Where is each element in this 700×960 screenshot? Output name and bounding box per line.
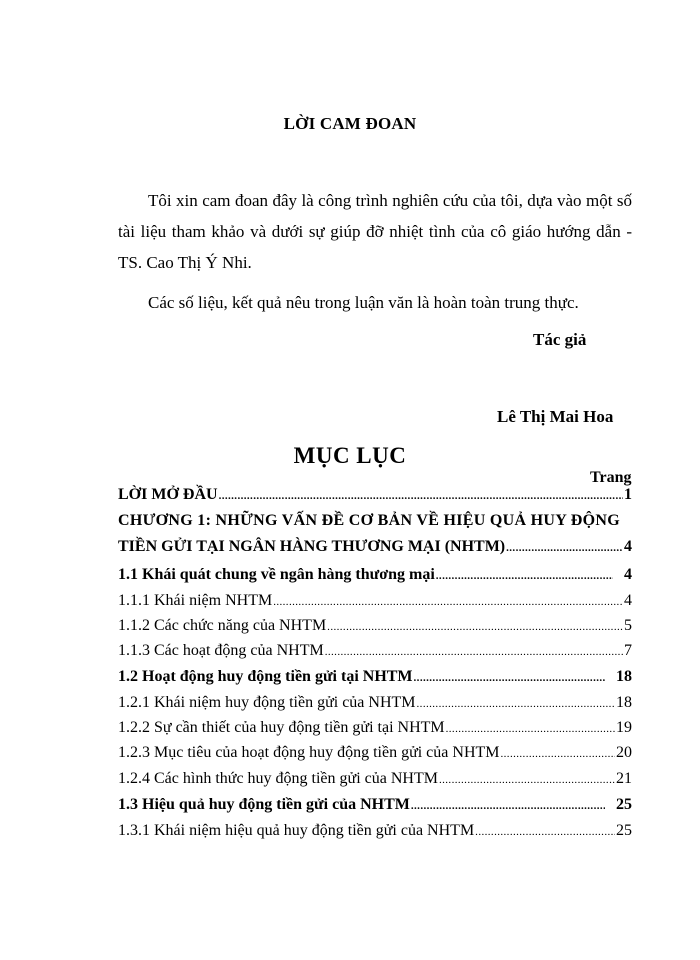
toc-chapter-entry[interactable]	[118, 538, 632, 556]
toc-entry-label: 1.1.1 Khái niệm NHTM	[118, 592, 273, 609]
toc-entry-label: 1.2.2 Sự cần thiết của huy động tiền gửi tại NHTM	[118, 719, 445, 736]
toc-page-header: Trang	[590, 469, 632, 486]
toc-entry[interactable]	[118, 642, 632, 660]
toc-entry-page: 18	[616, 668, 632, 685]
leader-dots	[446, 723, 615, 735]
toc-entry-page: 25	[616, 796, 632, 813]
declaration-title: LỜI CAM ĐOAN	[283, 114, 417, 133]
toc-entry-page: 1	[624, 486, 632, 503]
leader-dots	[327, 621, 623, 633]
toc-entry[interactable]	[118, 486, 632, 504]
toc-entry[interactable]	[118, 822, 632, 840]
toc-entry[interactable]	[118, 770, 632, 788]
toc-entry-page: 4	[624, 538, 632, 555]
toc-entry-page: 18	[616, 694, 632, 711]
toc-entry-label: 1.2.3 Mục tiêu của hoạt động huy động tiền gửi của NHTM	[118, 744, 500, 761]
toc-title: MỤC LỤC	[293, 443, 407, 468]
toc-entry[interactable]	[118, 592, 632, 610]
toc-entry-label: 1.1.2 Các chức năng của NHTM	[118, 617, 327, 634]
leader-dots	[411, 800, 605, 812]
toc-entry[interactable]	[118, 744, 632, 762]
toc-entry-page: 25	[616, 822, 632, 839]
author-name: Lê Thị Mai Hoa	[497, 407, 614, 426]
toc-entry-label: 1.1.3 Các hoạt động của NHTM	[118, 642, 324, 659]
toc-entry[interactable]	[118, 566, 632, 584]
leader-dots	[506, 542, 623, 554]
toc-entry-label: 1.3 Hiệu quả huy động tiền gửi của NHTM	[118, 796, 410, 813]
leader-dots	[325, 646, 623, 658]
declaration-paragraph-1: Tôi xin cam đoan đây là công trình nghiên cứu của tôi, dựa vào một số tài liệu tham khảo và dưới sự giúp đỡ nhiệt tình của cô giáo hướng dẫn - TS. Cao Thị Ý Nhi.	[118, 191, 632, 272]
leader-dots	[439, 774, 615, 786]
toc-entry-page: 21	[616, 770, 632, 787]
toc-entry-label: 1.2.4 Các hình thức huy động tiền gửi của NHTM	[118, 770, 438, 787]
toc-entry[interactable]	[118, 668, 632, 686]
leader-dots	[417, 698, 615, 710]
declaration-paragraph-2: Các số liệu, kết quả nêu trong luận văn là hoàn toàn trung thực.	[148, 293, 579, 312]
toc-entry-page: 4	[624, 566, 632, 583]
leader-dots	[273, 596, 623, 608]
leader-dots	[475, 826, 615, 838]
signature-label: Tác giả	[533, 330, 587, 349]
toc-entry[interactable]	[118, 796, 632, 814]
toc-entry-label: 1.2.1 Khái niệm huy động tiền gửi của NHTM	[118, 694, 416, 711]
toc-chapter-line-1[interactable]: CHƯƠNG 1: NHỮNG VẤN ĐỀ CƠ BẢN VỀ HIỆU QUẢ HUY ĐỘNG	[118, 512, 620, 529]
toc-entry[interactable]	[118, 694, 632, 712]
toc-entry[interactable]	[118, 617, 632, 635]
leader-dots	[501, 748, 616, 760]
toc-entry-label: 1.2 Hoạt động huy động tiền gửi tại NHTM	[118, 668, 413, 685]
toc-entry-page: 19	[616, 719, 632, 736]
toc-entry-page: 7	[624, 642, 632, 659]
toc-entry-page: 4	[624, 592, 632, 609]
toc-entry-label: LỜI MỞ ĐẦU	[118, 486, 218, 503]
leader-dots	[414, 672, 605, 684]
toc-entry-page: 5	[624, 617, 632, 634]
toc-entry-label: 1.3.1 Khái niệm hiệu quả huy động tiền gửi của NHTM	[118, 822, 475, 839]
toc-entry-page: 20	[616, 744, 632, 761]
leader-dots	[436, 570, 613, 582]
toc-entry[interactable]	[118, 719, 632, 737]
leader-dots	[219, 490, 623, 502]
toc-chapter-line-2: TIỀN GỬI TẠI NGÂN HÀNG THƯƠNG MẠI (NHTM)	[118, 538, 506, 555]
toc-entry-label: 1.1 Khái quát chung về ngân hàng thương mại	[118, 566, 435, 583]
